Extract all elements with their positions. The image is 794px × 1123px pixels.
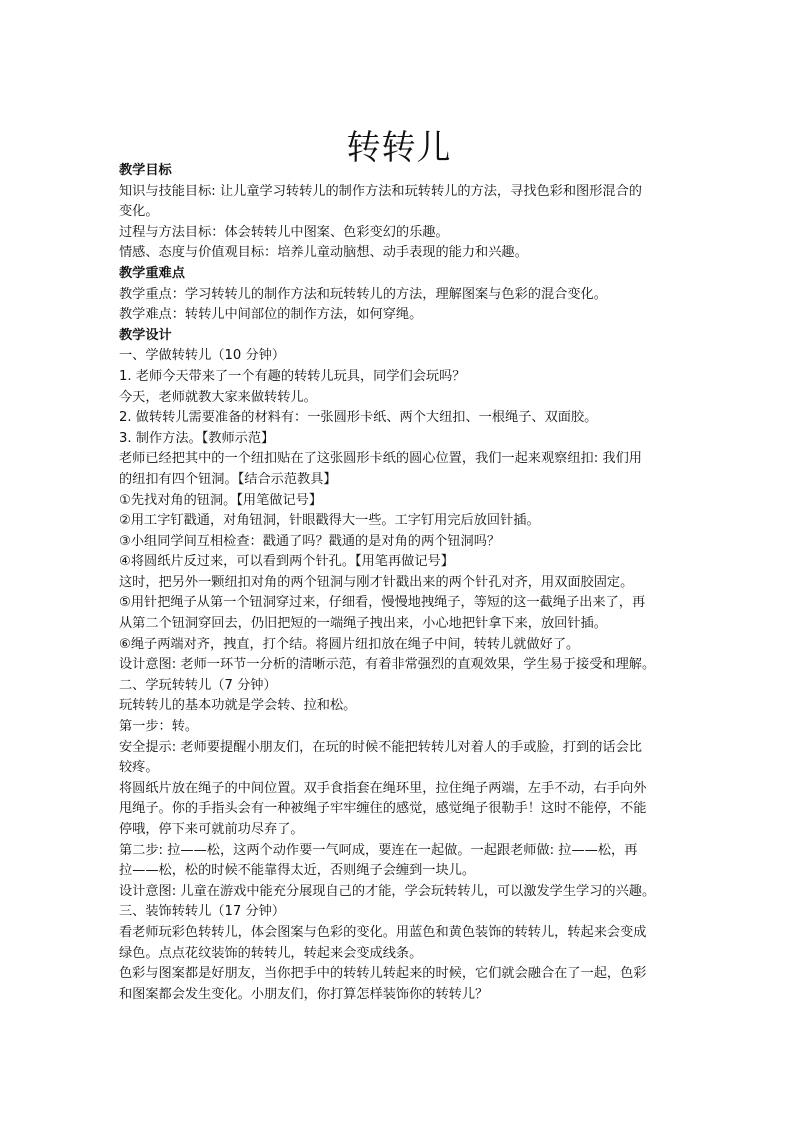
- paragraph: [119, 655, 679, 676]
- paragraph: [119, 388, 679, 409]
- text-line: 停哦，停下来可就前功尽弃了。: [119, 822, 304, 837]
- text-line: 拉——松，松的时候不能靠得太近，否则绳子会缠到一块儿。: [119, 863, 476, 879]
- paragraph: [119, 285, 679, 306]
- text-line: 第二步: 拉——松，这两个动作要一气呵成，要连在一起做。一起跟老师做: 拉——松，再: [119, 842, 638, 858]
- paragraph: [119, 882, 679, 903]
- text-line: 情感、态度与价值观目标：培养儿童动脑想、动手表现的能力和兴趣。: [119, 245, 528, 261]
- text-line: 将圆纸片放在绳子的中间位置。双手食指套在绳环里，拉住绳子两端，左手不动，右手向外: [119, 780, 647, 796]
- paragraph: [119, 449, 679, 490]
- text-line: 3. 制作方法。【教师示范】: [119, 430, 275, 446]
- text-line: 看老师玩彩色转转儿，体会图案与色彩的变化。用蓝色和黄色装饰的转转儿，转起来会变成: [119, 924, 647, 940]
- text-line: 安全提示: 老师要提醒小朋友们，在玩的时候不能把转转儿对着人的手或脸，打到的话会比: [119, 739, 642, 755]
- text-line: 玩转转儿的基本功就是学会转、拉和松。: [119, 698, 357, 714]
- text-line: 教学目标: [119, 163, 172, 178]
- text-line: 这时，把另外一颗纽扣对角的两个钮洞与刚才针戳出来的两个针孔对齐，用双面胶固定。: [119, 574, 634, 590]
- text-line: 第一步：转。: [119, 719, 199, 735]
- text-line: 变化。: [119, 204, 159, 220]
- paragraph: [119, 841, 679, 882]
- paragraph: [119, 491, 679, 512]
- text-line: 教学重点：学习转转儿的制作方法和玩转转儿的方法，理解图案与色彩的混合变化。: [119, 286, 607, 302]
- text-line: 设计意图: 儿童在游戏中能充分展现自己的才能，学会玩转转儿，可以激发学生学习的兴趣。: [119, 883, 656, 899]
- paragraph: [119, 635, 679, 656]
- text-line: 和图案都会发生变化。小朋友们，你打算怎样装饰你的转转儿？: [119, 986, 489, 1002]
- document-title: 转转儿: [346, 127, 452, 168]
- text-line: 甩绳子。你的手指头会有一种被绳子牢牢缠住的感觉，感觉绳子很勒手！这时不能停，不能: [119, 801, 647, 817]
- text-line: 绿色。点点花纹装饰的转转儿，转起来会变成线条。: [119, 945, 423, 961]
- paragraph: [119, 676, 679, 697]
- paragraph: [119, 779, 679, 841]
- paragraph: [119, 305, 679, 326]
- document-body: [119, 161, 679, 1005]
- paragraph: [119, 923, 679, 964]
- text-line: 老师已经把其中的一个纽扣贴在了这张圆形卡纸的圆心位置，我们一起来观察纽扣: 我们用: [119, 451, 642, 467]
- text-line: ②用工字钉戳通，对角钮洞，针眼戳得大一些。工字钉用完后放回针插。: [119, 513, 540, 529]
- text-line: ⑤用针把绳子从第一个钮洞穿过来，仔细看，慢慢地拽绳子，等短的这一截绳子出来了，再: [119, 595, 646, 611]
- paragraph: [119, 964, 679, 1005]
- paragraph: [119, 367, 679, 388]
- text-line: 的纽扣有四个钮洞。【结合示范教具】: [119, 471, 337, 487]
- text-line: 三、装饰转转儿（17 分钟）: [119, 904, 286, 920]
- text-line: 教学难点：转转儿中间部位的制作方法，如何穿绳。: [119, 307, 423, 323]
- paragraph: [119, 243, 679, 264]
- paragraph: [119, 532, 679, 553]
- paragraph: [119, 511, 679, 532]
- text-line: ⑥绳子两端对齐，拽直，打个结。将圆片纽扣放在绳子中间，转转儿就做好了。: [119, 636, 580, 652]
- paragraph: [119, 408, 679, 429]
- text-line: ④将圆纸片反过来，可以看到两个针孔。【用笔再做记号】: [119, 554, 454, 570]
- paragraph: [119, 573, 679, 594]
- paragraph: [119, 696, 679, 717]
- text-line: 从第二个钮洞穿回去，仍旧把短的一端绳子拽出来，小心地把针拿下来，放回针插。: [119, 616, 607, 632]
- paragraph: [119, 429, 679, 450]
- section-heading: [119, 161, 679, 182]
- text-line: 教学重难点: [119, 265, 185, 281]
- text-line: 教学设计: [119, 327, 172, 343]
- text-line: 二、学玩转转儿（7 分钟）: [119, 677, 277, 693]
- text-line: 知识与技能目标: 让儿童学习转转儿的制作方法和玩转转儿的方法，寻找色彩和图形混合的: [119, 183, 642, 199]
- text-line: 过程与方法目标：体会转转儿中图案、色彩变幻的乐趣。: [119, 224, 449, 240]
- text-line: ①先找对角的钮洞。【用笔做记号】: [119, 492, 323, 508]
- paragraph: [119, 223, 679, 244]
- paragraph: [119, 717, 679, 738]
- text-line: 设计意图: 老师一环节一分析的清晰示范，有着非常强烈的直观效果，学生易于接受和理解。: [119, 657, 656, 673]
- paragraph: [119, 182, 679, 223]
- paragraph: [119, 593, 679, 634]
- paragraph: [119, 902, 679, 923]
- section-heading: [119, 326, 679, 347]
- text-line: 2. 做转转儿需要准备的材料有：一张圆形卡纸、两个大纽扣、一根绳子、双面胶。: [119, 410, 598, 426]
- text-line: 色彩与图案都是好朋友，当你把手中的转转儿转起来的时候，它们就会融合在了一起，色彩: [119, 966, 647, 982]
- text-line: 较疼。: [119, 760, 159, 776]
- paragraph: [119, 346, 679, 367]
- text-line: 今天，老师就教大家来做转转儿。: [119, 389, 317, 405]
- text-line: 1. 老师今天带来了一个有趣的转转儿玩具，同学们会玩吗？: [119, 368, 466, 384]
- section-heading: [119, 264, 679, 285]
- text-line: ③小组同学间互相检查：戳通了吗？戳通的是对角的两个钮洞吗？: [119, 533, 501, 549]
- paragraph: [119, 738, 679, 779]
- text-line: 一、学做转转儿（10 分钟）: [119, 348, 286, 364]
- paragraph: [119, 552, 679, 573]
